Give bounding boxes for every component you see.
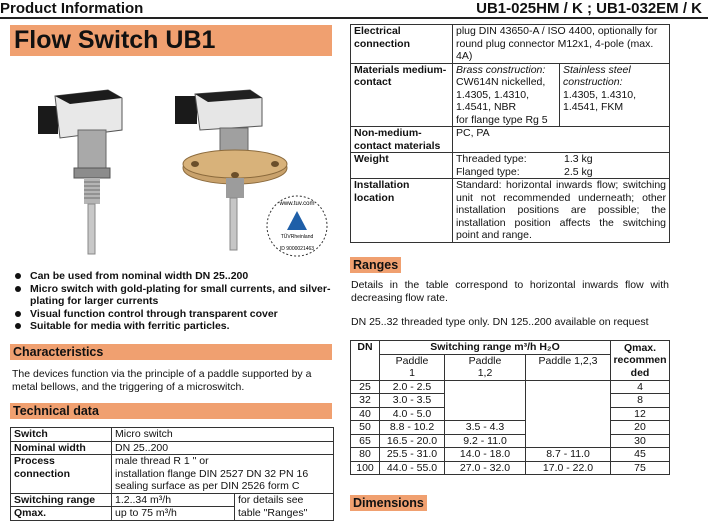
characteristics-text: The devices function via the principle of a paddle supported by a metal bellows, and the triggering of a microswitch. bbox=[12, 368, 312, 393]
threaded-switch-image bbox=[38, 90, 122, 254]
weight-label: Weight bbox=[351, 153, 453, 179]
table-row bbox=[351, 179, 670, 243]
nominal-width-label: Nominal width bbox=[11, 441, 112, 455]
cell-paddle-123: 17.0 - 22.0 bbox=[526, 461, 611, 475]
switch-label: Switch bbox=[11, 428, 112, 442]
cell-paddle-12: 27.0 - 32.0 bbox=[445, 461, 526, 475]
feature-item: Can be used from nominal width DN 25..200 bbox=[10, 270, 340, 283]
cell-dn: 50 bbox=[351, 421, 380, 435]
technical-data-heading: Technical data bbox=[10, 403, 332, 419]
cell-dn: 80 bbox=[351, 448, 380, 462]
cell-paddle-12 bbox=[445, 380, 526, 421]
col-paddle-1: Paddle 1 bbox=[380, 354, 445, 380]
dimensions-heading: Dimensions bbox=[350, 495, 427, 511]
cell-paddle-1: 16.5 - 20.0 bbox=[380, 434, 445, 448]
cell-paddle-12: 9.2 - 11.0 bbox=[445, 434, 526, 448]
ranges-intro: Details in the table correspond to horizontal inwards flow with decreasing flow rate. bbox=[351, 279, 669, 304]
table-row bbox=[351, 421, 670, 435]
feature-item: Visual function control through transparent cover bbox=[10, 308, 340, 321]
technical-data-table bbox=[10, 427, 334, 521]
electrical-value: plug DIN 43650-A / ISO 4400, optionally for round plug connector M12x1, 4-pole (max. 4A) bbox=[453, 25, 670, 64]
table-row bbox=[11, 441, 334, 455]
switch-value: Micro switch bbox=[112, 428, 334, 442]
ranges-note: DN 25..32 threaded type only. DN 125..200 available on request bbox=[351, 316, 649, 328]
cell-paddle-1: 44.0 - 55.0 bbox=[380, 461, 445, 475]
characteristics-heading: Characteristics bbox=[10, 344, 332, 360]
qmax-label: Qmax. bbox=[11, 507, 112, 521]
cell-paddle-1: 8.8 - 10.2 bbox=[380, 421, 445, 435]
non-medium-label: Non-medium-contact materials bbox=[351, 127, 453, 153]
electrical-label: Electrical connection bbox=[351, 25, 453, 64]
installation-value: Standard: horizontal inwards flow; switching unit not recommended underneath; other installation positions are possible; the installation position affects the switching point and range. bbox=[453, 179, 670, 243]
cell-qmax: 45 bbox=[611, 448, 670, 462]
header-rule bbox=[0, 17, 708, 19]
table-row bbox=[351, 341, 670, 355]
cell-qmax: 12 bbox=[611, 407, 670, 421]
nominal-width-value: DN 25..200 bbox=[112, 441, 334, 455]
cell-paddle-123 bbox=[526, 380, 611, 448]
switching-range-note: for details see bbox=[235, 493, 334, 507]
feature-list bbox=[10, 270, 340, 333]
cell-qmax: 4 bbox=[611, 380, 670, 394]
svg-text:TÜVRheinland: TÜVRheinland bbox=[280, 234, 314, 240]
non-medium-value: PC, PA bbox=[453, 127, 670, 153]
feature-item: Micro switch with gold-plating for small currents, and silver-plating for larger currents bbox=[10, 283, 340, 308]
installation-label: Installation location bbox=[351, 179, 453, 243]
page-title: Flow Switch UB1 bbox=[10, 25, 332, 56]
header-product-info: Product Information bbox=[0, 0, 144, 17]
col-paddle-12: Paddle 1,2 bbox=[445, 354, 526, 380]
table-row bbox=[351, 127, 670, 153]
cell-dn: 40 bbox=[351, 407, 380, 421]
table-row bbox=[351, 448, 670, 462]
header-model-numbers: UB1-025HM / K ; UB1-032EM / K bbox=[476, 0, 702, 17]
cell-paddle-123: 8.7 - 11.0 bbox=[526, 448, 611, 462]
tuv-certification-badge bbox=[267, 196, 327, 256]
feature-item: Suitable for media with ferritic particles. bbox=[10, 320, 340, 333]
table-row bbox=[11, 428, 334, 442]
col-dn: DN bbox=[351, 341, 380, 381]
steel-materials: Stainless steel construction: 1.4305, 1.4310, 1.4541, FKM bbox=[560, 63, 670, 127]
cell-paddle-1: 2.0 - 2.5 bbox=[380, 380, 445, 394]
cell-qmax: 8 bbox=[611, 394, 670, 408]
cell-paddle-1: 3.0 - 3.5 bbox=[380, 394, 445, 408]
table-row bbox=[351, 25, 670, 64]
process-connection-value: male thread R 1 " or installation flange DIN 2527 DN 32 PN 16 sealing surface as per DIN 2526 form C bbox=[112, 455, 334, 494]
svg-text:www.tuv.com: www.tuv.com bbox=[279, 201, 315, 207]
table-row bbox=[351, 434, 670, 448]
cell-dn: 100 bbox=[351, 461, 380, 475]
ranges-heading: Ranges bbox=[350, 257, 401, 273]
col-paddle-123: Paddle 1,2,3 bbox=[526, 354, 611, 380]
switching-range-value: 1.2..34 m³/h bbox=[112, 493, 235, 507]
brass-materials: Brass construction: CW614N nickelled, 1.4305, 1.4310, 1.4541, NBR for flange type Rg 5 bbox=[453, 63, 560, 127]
cell-dn: 65 bbox=[351, 434, 380, 448]
table-row bbox=[351, 380, 670, 394]
col-qmax: Qmax. recommen ded bbox=[611, 341, 670, 381]
cell-qmax: 75 bbox=[611, 461, 670, 475]
table-row bbox=[11, 507, 334, 521]
cell-paddle-1: 25.5 - 31.0 bbox=[380, 448, 445, 462]
specifications-table bbox=[350, 24, 670, 243]
ranges-table bbox=[350, 340, 670, 475]
cell-paddle-12: 14.0 - 18.0 bbox=[445, 448, 526, 462]
table-row bbox=[351, 63, 670, 127]
cell-dn: 32 bbox=[351, 394, 380, 408]
table-row bbox=[11, 455, 334, 494]
cell-qmax: 30 bbox=[611, 434, 670, 448]
materials-label: Materials medium-contact bbox=[351, 63, 453, 127]
svg-text:ID 9000021463: ID 9000021463 bbox=[279, 246, 315, 252]
qmax-value: up to 75 m³/h bbox=[112, 507, 235, 521]
cell-dn: 25 bbox=[351, 380, 380, 394]
table-row bbox=[351, 461, 670, 475]
product-photo bbox=[30, 68, 330, 268]
process-connection-label: Process connection bbox=[11, 455, 112, 494]
qmax-note: table "Ranges" bbox=[235, 507, 334, 521]
col-switching-range: Switching range m³/h H₂O bbox=[380, 341, 611, 355]
weight-value: Threaded type: 1.3 kg Flanged type: 2.5 kg bbox=[453, 153, 670, 179]
cell-qmax: 20 bbox=[611, 421, 670, 435]
table-row bbox=[11, 493, 334, 507]
table-row bbox=[351, 153, 670, 179]
cell-paddle-12: 3.5 - 4.3 bbox=[445, 421, 526, 435]
cell-paddle-1: 4.0 - 5.0 bbox=[380, 407, 445, 421]
switching-range-label: Switching range bbox=[11, 493, 112, 507]
